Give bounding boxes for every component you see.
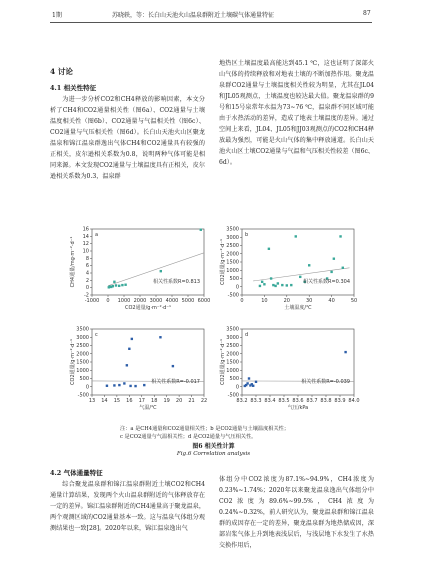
y-tick-label: -500 bbox=[227, 392, 239, 399]
correlation-annotation: 相关性系数R=0.304 bbox=[303, 279, 350, 285]
x-tick-label: 21 bbox=[188, 398, 195, 404]
x-tick-label: 83.5 bbox=[278, 398, 290, 404]
x-tick-label: 83.7 bbox=[306, 398, 318, 404]
y-tick-label: 2500 bbox=[226, 243, 239, 249]
panel-d bbox=[220, 325, 360, 411]
x-tick-label: 10 bbox=[261, 298, 268, 304]
y-tick-label: 3500 bbox=[226, 326, 239, 333]
data-point bbox=[134, 385, 136, 387]
section-heading: 4 讨论 bbox=[50, 67, 73, 76]
y-tick-label: 3500 bbox=[226, 226, 239, 233]
y-tick-label: 2000 bbox=[226, 251, 239, 258]
body-paragraph-left: 为进一步分析CO2和CH4释放的影响因素，本文分析了CH4和CO2通量相关性（图6a）、CO2通量与土壤温度相关性（图6b）、CO2通量与气温相关性（图6c）、CO2通量与气压相关性（图6d）。长白山天池火山区聚龙温泉和锦江温泉群逸出气体CH4和CO2通量具有较强的正相关，皮尔逊相关系数为0.8，说明两种气体可能是相同来源。本文发现CO2通量与土壤温度具有正相关，皮尔逊相关系数为0.3，温泉群 bbox=[50, 96, 205, 180]
issue-label: 1期 bbox=[52, 12, 62, 19]
y-tick-label: 0 bbox=[235, 384, 239, 391]
y-tick-label: 14 bbox=[82, 233, 89, 240]
x-tick-label: 2000 bbox=[133, 298, 147, 304]
data-point bbox=[143, 384, 145, 386]
y-tick-label: 10 bbox=[82, 248, 89, 255]
x-tick-label: 13 bbox=[88, 398, 96, 404]
data-point bbox=[159, 336, 161, 338]
running-header bbox=[0, 0, 427, 26]
y-tick-label: 6 bbox=[85, 263, 89, 270]
data-point bbox=[118, 285, 120, 287]
header-rule bbox=[50, 22, 372, 23]
page-number: 87 bbox=[363, 10, 371, 17]
y-axis-label: CO2通量/g·m⁻²·d⁻¹ bbox=[220, 339, 226, 385]
data-point bbox=[113, 281, 115, 283]
x-tick-label: 22 bbox=[200, 398, 208, 404]
x-tick-label: 20 bbox=[283, 298, 290, 304]
y-tick-label: 0 bbox=[235, 284, 239, 291]
data-point bbox=[115, 284, 117, 286]
y-tick-label: 0 bbox=[85, 285, 89, 292]
x-tick-label: 16 bbox=[126, 398, 133, 404]
data-point bbox=[128, 348, 130, 350]
plot-frame bbox=[242, 329, 354, 395]
data-point bbox=[290, 284, 292, 286]
data-point bbox=[160, 270, 162, 272]
y-tick-label: 2000 bbox=[226, 351, 239, 358]
y-axis-label: CH4通量/mg·m⁻²·d⁻¹ bbox=[70, 236, 76, 288]
y-tick-label: 500 bbox=[229, 376, 239, 382]
lower-left-column bbox=[50, 468, 205, 534]
right-column bbox=[219, 58, 374, 168]
data-point bbox=[272, 284, 274, 286]
data-point bbox=[277, 282, 279, 284]
x-tick-label: 84.0 bbox=[348, 398, 360, 404]
running-title: 苏晓轶，等：长白山天池火山温泉群附近土壤碳气体通量特征 bbox=[112, 12, 275, 19]
data-point bbox=[261, 281, 263, 283]
y-tick-label: 1500 bbox=[226, 259, 239, 266]
y-tick-label: 2 bbox=[85, 277, 89, 284]
data-point bbox=[330, 271, 332, 273]
data-point bbox=[299, 276, 301, 278]
panel-letter: c bbox=[95, 332, 98, 338]
data-point bbox=[295, 235, 297, 237]
x-tick-label: 30 bbox=[306, 298, 313, 304]
data-point bbox=[281, 284, 283, 286]
x-tick-label: -1000 bbox=[84, 298, 100, 304]
y-tick-label: 16 bbox=[82, 226, 89, 233]
y-tick-label: 1500 bbox=[226, 359, 239, 366]
y-tick-label: 3000 bbox=[76, 334, 89, 341]
x-tick-label: 20 bbox=[175, 398, 183, 404]
left-column bbox=[50, 66, 205, 182]
data-point bbox=[270, 277, 272, 279]
figure-note-line-1: 注：a 是CH4通量和CO2通量相关性；b 是CO2通量与土壤温度相关性； bbox=[120, 426, 290, 432]
data-point bbox=[121, 284, 123, 286]
subsection-heading-4-1: 4.1 相关性特征 bbox=[50, 84, 97, 92]
data-point bbox=[248, 377, 250, 379]
x-tick-label: 83.9 bbox=[334, 398, 346, 404]
lower-paragraph-left: 综合聚龙温泉群和锦江温泉群附近土壤CO2和CH4通量计算结果，发现两个火山温泉群附近的气体释放存在一定的差异。锦江温泉群附近的CH4通量高于聚龙温泉，两个观测区域的CO2通量基本一致。这与温泉气体组分观测结果也一致[28]。2020年以来，锦江温泉逸出气 bbox=[50, 481, 205, 532]
y-tick-label: 2500 bbox=[226, 343, 239, 349]
y-tick-label: 1500 bbox=[76, 359, 89, 366]
x-tick-label: 83.2 bbox=[236, 398, 248, 404]
y-tick-label: 2000 bbox=[76, 351, 89, 358]
panel-c bbox=[70, 325, 210, 411]
data-point bbox=[255, 381, 257, 383]
data-point bbox=[124, 284, 126, 286]
y-tick-label: 500 bbox=[229, 276, 239, 282]
data-point bbox=[113, 384, 115, 386]
y-tick-label: 3500 bbox=[76, 326, 89, 333]
x-tick-label: 14 bbox=[101, 398, 108, 404]
plot-frame bbox=[92, 329, 204, 395]
x-tick-label: 5000 bbox=[181, 298, 195, 304]
lower-paragraph-right: 体组分中CO2浓度为87.1%~94.9%，CH4浓度为0.23%~1.74%；2020年以来聚龙温泉逸出气体组分中CO2浓度为89.6%~99.5%，CH4浓度为0.24%~0.32%，前人研究认为，聚龙温泉群和锦江温泉群的成因存在一定的差异，聚龙温泉群为地热储成因，深部岩浆气体上升到地表浅层后，与浅层地下水发生了水热交换作用后， bbox=[219, 476, 374, 549]
x-tick-label: 17 bbox=[138, 398, 145, 404]
x-axis-label: 气温/℃ bbox=[139, 405, 157, 411]
figure-note bbox=[120, 425, 370, 441]
x-tick-label: 50 bbox=[350, 298, 358, 304]
y-tick-label: 1000 bbox=[226, 367, 239, 374]
body-paragraph-right: 地热区土壤温度最高能达到45.1 ℃，这也证明了深部火山气体的持续释放和对地表土壤的不断加热作用。聚龙温泉群CO2通量与土壤温度相关性较为明显，尤其在JL04和JL05观测点，土壤温度也较达最大值。聚龙温泉群的9号和15号泉常年水温为73~76 ℃，温泉群不同区域可能由于水热活动的差异，造成了地表土壤温度的差异。通过空间上来看，JL04、JL05和JJ03观测点的CO2和CH4释放最为强烈，可能是火山气体的集中释放通道。长白山天池火山区土壤CO2通量与气温和气压相关性较差（图6c、6d）。 bbox=[219, 60, 374, 166]
x-tick-label: 15 bbox=[113, 398, 121, 404]
x-tick-label: 19 bbox=[163, 398, 170, 404]
data-point bbox=[106, 385, 108, 387]
data-point bbox=[172, 365, 174, 367]
x-tick-label: 83.8 bbox=[320, 398, 332, 404]
figure-title-en: Fig.6 Correlation analysis bbox=[176, 451, 251, 457]
data-point bbox=[268, 248, 270, 250]
x-tick-label: 3000 bbox=[149, 298, 163, 304]
x-tick-label: 83.6 bbox=[292, 398, 304, 404]
data-point bbox=[344, 351, 346, 353]
y-tick-label: 500 bbox=[79, 376, 89, 382]
y-tick-label: -500 bbox=[227, 292, 239, 299]
correlation-annotation: 相关性系数R=-0.039 bbox=[301, 379, 350, 385]
data-point bbox=[246, 382, 248, 384]
data-point bbox=[126, 364, 128, 366]
data-point bbox=[131, 338, 133, 340]
y-tick-label: 8 bbox=[85, 255, 89, 262]
data-point bbox=[200, 229, 202, 231]
data-point bbox=[112, 285, 114, 287]
data-point bbox=[342, 267, 344, 269]
x-tick-label: 4000 bbox=[165, 298, 179, 304]
x-tick-label: 0 bbox=[106, 298, 110, 304]
data-point bbox=[274, 285, 276, 287]
data-point bbox=[333, 258, 335, 260]
data-point bbox=[286, 284, 288, 286]
y-tick-label: -500 bbox=[77, 392, 89, 399]
panel-b bbox=[220, 225, 360, 311]
data-point bbox=[339, 235, 341, 237]
panel-a bbox=[70, 225, 210, 311]
data-point bbox=[129, 385, 131, 387]
x-tick-label: 18 bbox=[151, 398, 158, 404]
y-tick-label: 0 bbox=[85, 384, 89, 391]
y-tick-label: 3000 bbox=[226, 334, 239, 341]
panel-letter: d bbox=[245, 332, 249, 338]
data-point bbox=[263, 283, 265, 285]
data-point bbox=[118, 384, 120, 386]
y-tick-label: 1000 bbox=[76, 367, 89, 374]
x-tick-label: 1000 bbox=[117, 298, 131, 304]
x-axis-label: 土壤温度/℃ bbox=[284, 305, 312, 311]
x-tick-label: 0 bbox=[240, 298, 244, 304]
x-tick-label: 83.3 bbox=[250, 398, 262, 404]
x-tick-label: 6000 bbox=[197, 298, 211, 304]
y-tick-label: 4 bbox=[85, 270, 89, 277]
x-tick-label: 40 bbox=[328, 298, 335, 304]
x-axis-label: CO2通量/g·m⁻²·d⁻¹ bbox=[125, 305, 171, 311]
correlation-annotation: 相关性系数R=-0.017 bbox=[151, 379, 200, 385]
y-tick-label: 2500 bbox=[76, 343, 89, 349]
lower-right-column bbox=[219, 474, 374, 551]
y-tick-label: -2 bbox=[84, 292, 89, 299]
subsection-heading-4-2: 4.2 气体通量特征 bbox=[50, 469, 103, 477]
x-tick-label: 83.4 bbox=[264, 398, 276, 404]
y-axis-label: CO2通量/g·m⁻²·d⁻¹ bbox=[70, 339, 76, 385]
panel-letter: b bbox=[245, 232, 249, 238]
figure-note-line-2: c 是CO2通量与气温相关性；d 是CO2通量与气压相关性。 bbox=[120, 434, 257, 440]
data-point bbox=[308, 264, 310, 266]
y-tick-label: 1000 bbox=[226, 267, 239, 274]
data-point bbox=[252, 385, 254, 387]
plot-frame bbox=[92, 229, 204, 295]
correlation-annotation: 相关性系数R=0.813 bbox=[153, 279, 200, 285]
y-axis-label: CO2通量/g·m⁻²·d⁻¹ bbox=[220, 239, 226, 285]
x-axis-label: 气压/kPa bbox=[287, 405, 309, 411]
figure-title-cn: 图6 相关性计算 bbox=[192, 443, 235, 450]
y-tick-label: 12 bbox=[82, 241, 89, 248]
data-point bbox=[123, 382, 125, 384]
data-point bbox=[259, 285, 261, 287]
figure-6 bbox=[70, 225, 360, 455]
panel-letter: a bbox=[95, 232, 99, 238]
y-tick-label: 3000 bbox=[226, 234, 239, 241]
